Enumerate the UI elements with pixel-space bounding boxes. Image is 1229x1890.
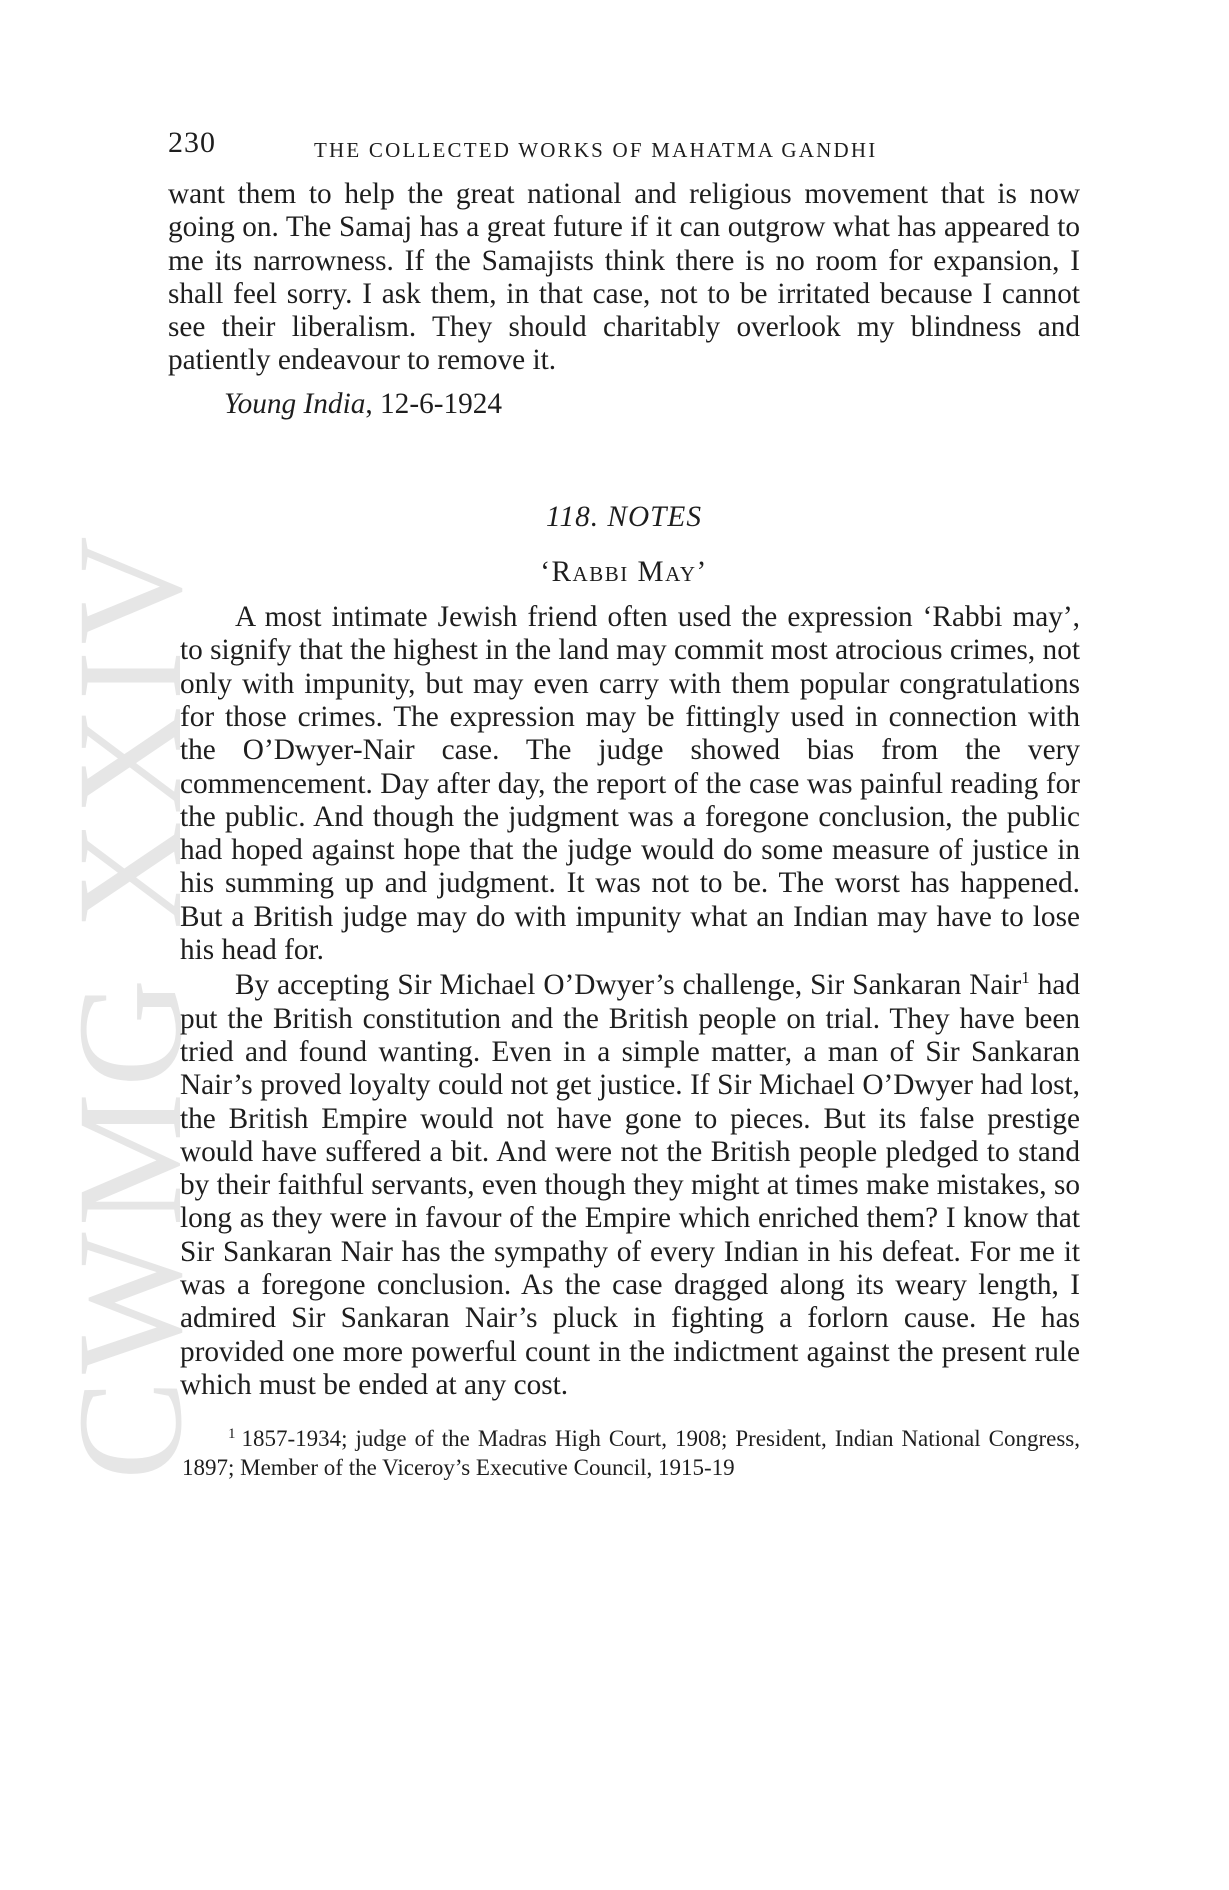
footnote-text: 1857-1934; judge of the Madras High Court, 1908; President, Indian National Congress, 1897; Member of the Viceroy’s Executive Council, 1915-19 [182, 1426, 1080, 1481]
body-paragraph-1: A most intimate Jewish friend often used the expression ‘Rabbi may’, to signify that the highest in the land may commit most atrocious crimes, not only with impunity, but may even carry with them popular congratulations for those crimes. The expression may be fittingly used in connection with the O’Dwyer-Nair case. The judge showed bias from the very commencement. Day after day, the report of the case was painful reading for the public. And though the judgment was a foregone conclusion, the public had hoped against hope that the judge would do some measure of justice in his summing up and judgment. It was not to be. The worst has happened. But a British judge may do with impunity what an Indian may have to lose his head for. [180, 601, 1080, 967]
footnote-mark: 1 [228, 1425, 236, 1442]
running-title: THE COLLECTED WORKS OF MAHATMA GANDHI [314, 138, 878, 162]
footnote [168, 1424, 1080, 1482]
body-paragraph-2-rest: had put the British constitution and the British people on trial. They have been tried and found wanting. Even in a simple matter, a man of Sir Sankaran Nair’s proved loyalty could not get justice. If Sir Michael O’Dwyer had lost, the British Empire would not have gone to pieces. But its false prestige would have suffered a bit. And were not the British people pledged to stand by their faithful servants, even though they might at times make mistakes, so long as they were in favour of the Empire which enriched them? I know that Sir Sankaran Nair has the sympathy of every Indian in his defeat. For me it was a foregone conclusion. As the case dragged along its weary length, I admired Sir Sankaran Nair’s pluck in fighting a forlorn cause. He has provided one more powerful count in the indictment against the present rule which must be ended at any cost. [180, 969, 1080, 1401]
watermark-text: CWMG XXIV [47, 530, 213, 1480]
section-body [168, 601, 1080, 1402]
continuation-paragraph: want them to help the great national and religious movement that is now going on. The Samaj has a great future if it can outgrow what has appeared to me its narrowness. If the Samajists think there is no room for expansion, I shall feel sorry. I ask them, in that case, not to be irritated because I cannot see their liberalism. They should charitably overlook my blindness and patiently endeavour to remove it. [168, 178, 1080, 377]
body-paragraph-2-start: By accepting Sir Michael O’Dwyer’s challenge, Sir Sankaran Nair [235, 969, 1022, 1002]
footnote-reference: 1 [1021, 968, 1030, 988]
item-heading: 118. NOTES [546, 501, 702, 534]
source-publication: Young India [224, 387, 366, 420]
body-paragraph-2 [180, 969, 1080, 1402]
page-number: 230 [168, 126, 216, 159]
source-date: , 12-6-1924 [365, 387, 503, 420]
section-subheading: ‘Rabbi May’ [540, 556, 708, 589]
page [168, 118, 1080, 1482]
running-head [168, 118, 1080, 178]
source-citation [168, 388, 1080, 421]
